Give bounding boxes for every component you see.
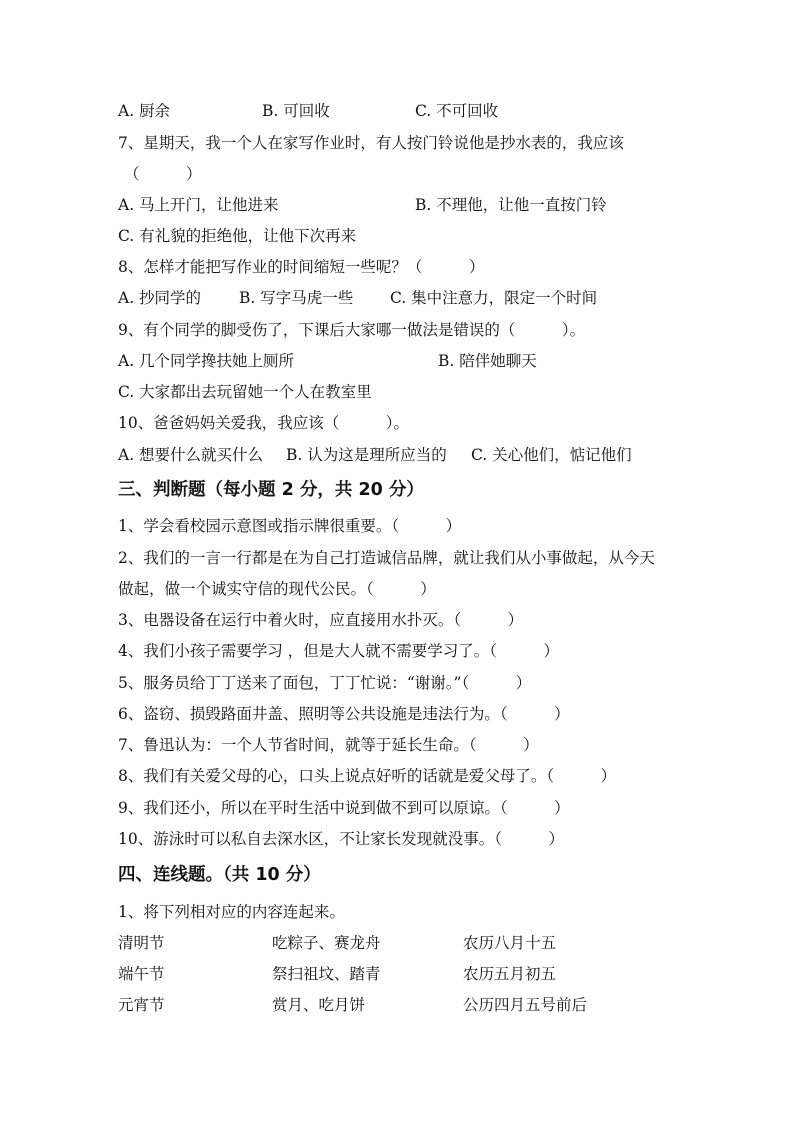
q6-option-a: A. 厨余	[118, 102, 171, 120]
match-row	[118, 933, 718, 953]
judge-item-8: 8、我们有关爱父母的心，口头上说点好听的话就是爱父母了。（ ）	[118, 767, 617, 785]
q9-stem: 9、有个同学的脚受伤了，下课后大家哪一做法是错误的（ ）。	[118, 321, 586, 339]
match-date[interactable]: 公历四月五号前后	[463, 996, 588, 1014]
q8-option-a: A. 抄同学的	[118, 289, 202, 307]
q7-option-b: B. 不理他，让他一直按门铃	[415, 196, 607, 214]
judge-item-4: 4、我们小孩子需要学习 ，但是大人就不需要学习了。（ ）	[118, 642, 560, 660]
q10-stem: 10、爸爸妈妈关爱我，我应该（ ）。	[118, 414, 409, 432]
judge-item-7: 7、鲁迅认为：一个人节省时间，就等于延长生命。（ ）	[118, 736, 539, 754]
match-custom[interactable]: 赏月、吃月饼	[272, 996, 366, 1014]
match-row	[118, 995, 718, 1015]
match-custom[interactable]: 吃粽子、赛龙舟	[272, 934, 381, 952]
q6-option-c: C. 不可回收	[415, 102, 499, 120]
match-festival[interactable]: 端午节	[118, 965, 165, 983]
match-custom[interactable]: 祭扫祖坟、踏青	[272, 965, 381, 983]
q10-option-c: C. 关心他们，惦记他们	[471, 446, 632, 464]
judge-item-3: 3、电器设备在运行中着火时，应直接用水扑灭。（ ）	[118, 611, 524, 629]
judge-item-2: 2、我们的一言一行都是在为自己打造诚信品牌，就让我们从小事做起，从今天	[118, 549, 655, 567]
q7-answer-blank: （ ）	[124, 165, 202, 183]
q10-option-b: B. 认为这是理所应当的	[286, 446, 447, 464]
q10-option-a: A. 想要什么就买什么	[118, 446, 264, 464]
match-row	[118, 964, 718, 984]
section4-instruction: 1、将下列相对应的内容连起来。	[118, 903, 345, 921]
q8-stem: 8、怎样才能把写作业的时间缩短一些呢？（ ）	[118, 258, 485, 276]
match-date[interactable]: 农历五月初五	[463, 965, 557, 983]
q6-option-b: B. 可回收	[262, 102, 330, 120]
section3-title: 三、判断题（每小题 2 分，共 20 分）	[118, 480, 424, 500]
match-date[interactable]: 农历八月十五	[463, 934, 557, 952]
judge-item-1: 1、学会看校园示意图或指示牌很重要。（ ）	[118, 517, 462, 535]
judge-item-10: 10、游泳时可以私自去深水区，不让家长发现就没事。（ ）	[118, 830, 564, 848]
q8-option-b: B. 写字马虎一些	[239, 289, 354, 307]
judge-item-2-cont: 做起，做一个诚实守信的现代公民。（ ）	[118, 580, 436, 598]
judge-item-9: 9、我们还小，所以在平时生活中说到做不到可以原谅。（ ）	[118, 799, 570, 817]
q7-option-c: C. 有礼貌的拒绝他，让他下次再来	[118, 227, 357, 245]
section4-title: 四、连线题。（共 10 分）	[118, 865, 321, 885]
q9-option-b: B. 陪伴她聊天	[438, 352, 537, 370]
match-festival[interactable]: 元宵节	[118, 996, 165, 1014]
q7-option-a: A. 马上开门，让他进来	[118, 196, 279, 214]
q9-option-a: A. 几个同学搀扶她上厕所	[118, 352, 295, 370]
judge-item-5: 5、服务员给丁丁送来了面包，丁丁忙说：“谢谢。”（ ）	[118, 674, 532, 692]
q7-stem: 7、星期天，我一个人在家写作业时，有人按门铃说他是抄水表的，我应该	[118, 134, 624, 152]
judge-item-6: 6、盗窃、损毁路面井盖、照明等公共设施是违法行为。（ ）	[118, 705, 570, 723]
q9-option-c: C. 大家都出去玩留她一个人在教室里	[118, 383, 372, 401]
q8-option-c: C. 集中注意力，限定一个时间	[390, 289, 598, 307]
match-festival[interactable]: 清明节	[118, 934, 165, 952]
